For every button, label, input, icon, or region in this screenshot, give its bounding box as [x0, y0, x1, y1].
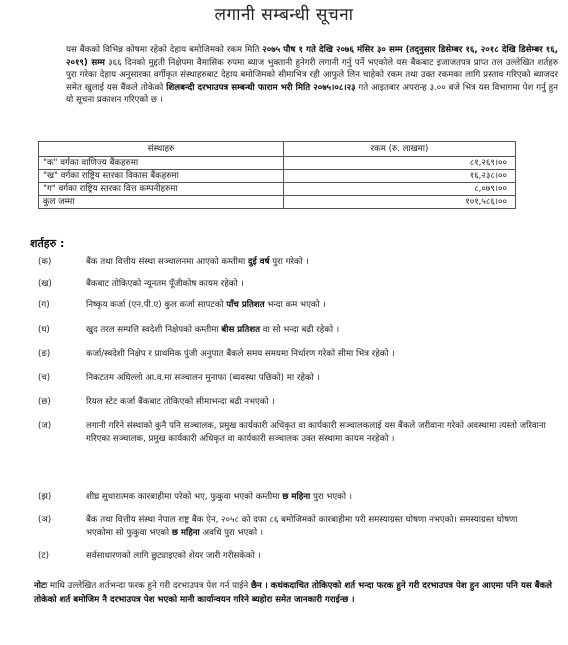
column-header-amount: रकम (रु. लाखमा)	[284, 142, 516, 157]
condition-label: (ख)	[38, 279, 52, 289]
column-header-institutions: संस्थाहरु	[39, 142, 284, 157]
condition-label: (ट)	[38, 551, 50, 561]
total-label: कुल जम्मा	[39, 196, 284, 209]
intro-text-3: गते आइतबार अपरान्ह ३.०० बजे भित्र यस विभागमा पेश गर्नु हुन यो सूचना प्रकाशन गरिएको छ ।	[66, 82, 559, 106]
conditions-heading: शर्तहरु :	[30, 237, 65, 250]
condition-text: सर्वसाधारणको लागि छुट्याइएको शेयर जारी गरीसकेको ।	[86, 551, 261, 561]
condition-text: खुद तरल सम्पत्ति स्वदेशी निक्षेपको कम्तीमा बीस प्रतिशत वा सो भन्दा बढी रहेको ।	[86, 325, 340, 335]
intro-text-2: ३६६ दिनको मुद्दती निक्षेपमा वैमासिक रुपमा ब्याज भुक्तानी हुनेगरी लगानी गर्नु पर्ने भएकोले यस बैंकबाट इजाजतपत्र प्राप्त तल उल्लेखित शर्तहरु पुरा गरेका देहाय अनुसारका वर्गीकृत संस्थाहरुबाट देहाय बमोजिमको सीमाभित्र रही आफुले लिन चाहेको रकम तथा उक्त रकमका लागि प्रस्ताव गरिएको ब्याजदर समेत खुलाई यस बैंकले तोकेको	[66, 57, 559, 93]
intro-paragraph	[66, 44, 558, 107]
total-amount: १०१,५८६।००	[284, 196, 516, 209]
condition-label: (झ)	[38, 492, 52, 502]
intro-period: २०७५ पौष १ गते देखि २०७६ मंसिर ३० सम्म (तद्नुसार डिसेम्बर १६, २०१८ देखि डिसेम्बर १६, २०१९) सम्म	[66, 45, 558, 68]
condition-text: शीघ्र सुधारात्मक कारबाहीमा परेको भए, फुकुवा भएको कम्तीमा छ महिना पुरा भएको ।	[86, 492, 352, 502]
notice-title: लगानी सम्बन्धी सूचना	[214, 5, 354, 25]
condition-text: लगानी गरिने संस्थाको कुनै पनि सञ्चालक, प्रमुख कार्यकारी अधिकृत वा कार्यकारी सञ्चालकलाई यस बैंकले जरीवाना गरेको अवस्थामा त्यस्तो जरिवाना गरिएका सञ्चालक, प्रमुख कार्यकारी अधिकृत वा कार्यकारी सञ्चालक उक्त संस्थामा कायम नरहेको ।	[86, 421, 546, 444]
condition-text: बैंक तथा वित्तीय संस्था नेपाल राष्ट्र बैंक ऐन, २०५८ को दफा ८६ बमोजिमको कारबाहीमा परी समस्याग्रस्त घोषणा नभएको। समस्याग्रस्त घोषणा भएकोमा सो फुकुवा भएको छ महिना अवधि पुरा भएको ।	[86, 515, 518, 538]
condition-label: (च)	[38, 373, 51, 383]
institution-amount: १६,२३८।००	[284, 170, 516, 183]
institution-name: "क" वर्गका वाणिज्य बैंकहरुमा	[39, 157, 284, 170]
condition-text: निकटतम अघिल्लो आ.व.मा सञ्चालन मुनाफा (ब्यवस्था पछिको) मा रहेको ।	[86, 373, 320, 383]
note-text-2: । कथंकदाचित तोकिएको शर्त भन्दा फरक हुने गरी दरभाउपत्र पेश हुन आएमा पनि यस बैंकले तोकेको शर्त बमोजिम नै दरभाउपत्र पेश भएको मानी कार्यान्वयन गरिने ब्यहोरा समेत जानकारी गराईन्छ ।	[34, 581, 552, 605]
note-paragraph	[34, 579, 552, 607]
institution-name: "ग" वर्गका राष्ट्रिय स्तरका वित्त कम्पनीहरुमा	[39, 183, 284, 196]
note-prefix: नोटः	[34, 581, 48, 591]
condition-label: (ज)	[38, 421, 52, 431]
table-row	[39, 157, 516, 170]
condition-text: कर्जा/स्वदेशी निक्षेप र प्राथमिक पुंजी अनुपात बैंकले समय समयमा निर्धारण गरेको सीमा भित्र रहेको ।	[86, 349, 395, 359]
condition-label: (ग)	[38, 300, 50, 310]
institution-table	[38, 141, 516, 209]
condition-label: (क)	[38, 257, 52, 267]
note-text-1: माथि उल्लेखित शर्तभन्दा फरक हुने गरी दरभाउपत्र पेश गर्न पाईने	[49, 581, 249, 591]
institution-amount: ८१,२६९।००	[284, 157, 516, 170]
institution-name: "ख" वर्गका राष्ट्रिय स्तरका विकास बैंकहरुमा	[39, 170, 284, 183]
table-total-row	[39, 196, 516, 209]
condition-text: बैंकबाट तोकिएको न्यूनतम पूँजीकोष कायम रहेको ।	[86, 279, 244, 289]
condition-label: (छ)	[38, 397, 51, 407]
institution-amount: ८,०७९।००	[284, 183, 516, 196]
condition-text: निष्कृय कर्जा (एन.पी.ए) कुल कर्जा सापटको पाँच प्रतिशत भन्दा कम भएको ।	[86, 300, 326, 310]
condition-label: (ङ)	[38, 349, 51, 359]
intro-text-1: यस बैंकको विभिन्न कोषमा रहेको देहाय बमोजिमको रकम मिति	[66, 45, 260, 55]
condition-text: बैंक तथा वित्तीय संस्था सञ्चालनमा आएको कम्तीमा दुई वर्ष पुरा गरेको ।	[86, 257, 309, 267]
table-row	[39, 170, 516, 183]
intro-form: शिलबन्दी दरभाउपत्र सम्बन्धी फाराम भरी मिति २०७५।०८।२३	[166, 82, 356, 93]
condition-text: रियल स्टेट कर्जा बैंकबाट तोकिएको सीमाभन्दा बढी नभएको ।	[86, 397, 275, 407]
table-row	[39, 183, 516, 196]
table-header-row	[39, 142, 516, 157]
note-bold: छैन	[250, 581, 262, 591]
condition-label: (ञ)	[38, 515, 52, 525]
condition-label: (घ)	[38, 325, 50, 335]
